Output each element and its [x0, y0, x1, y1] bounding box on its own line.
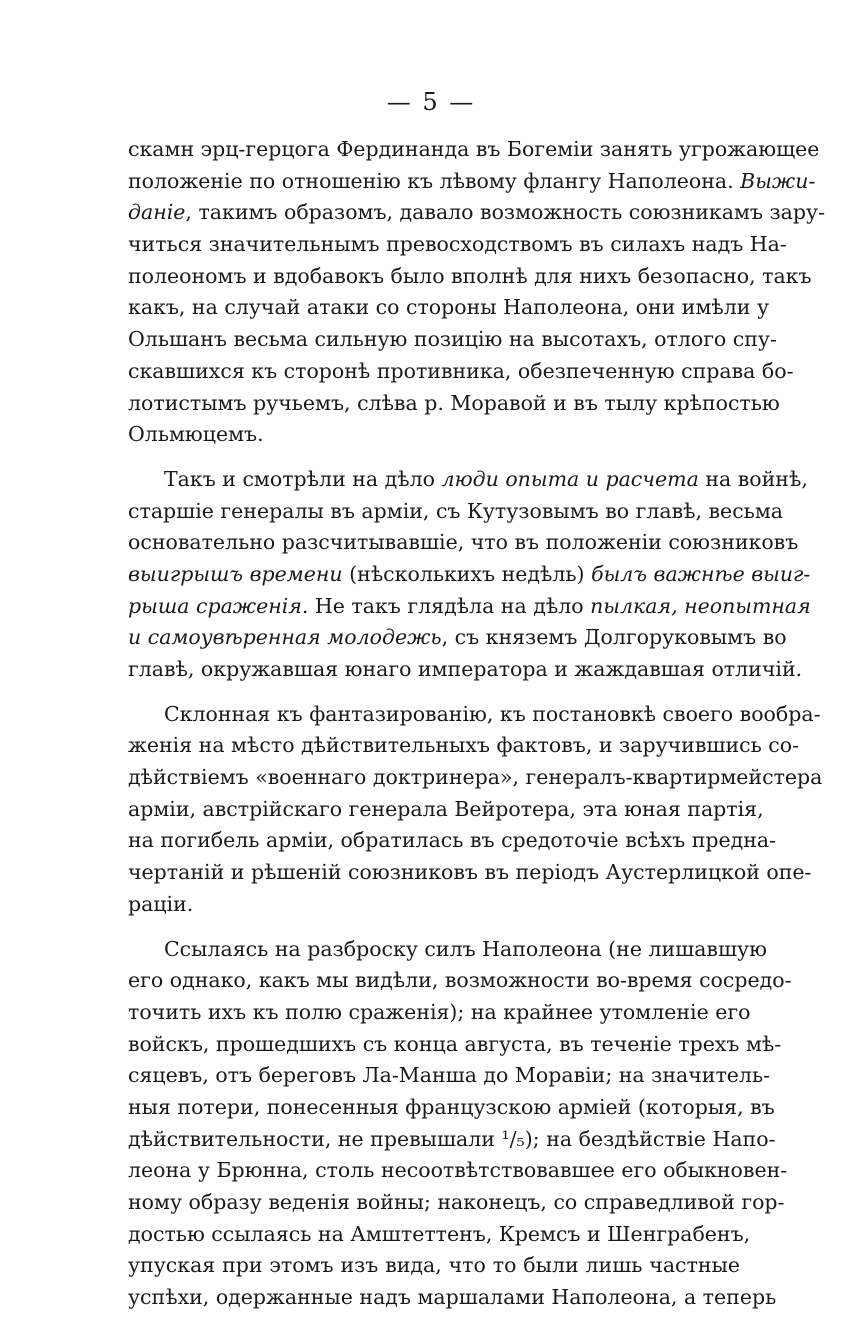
text-run: основательно разсчитывавшіе, что въ положеніи союзниковъ	[128, 530, 799, 555]
text-line	[128, 965, 792, 997]
text-run: старшіе генералы въ арміи, съ Кутузовымъ во главѣ, весьма	[128, 498, 783, 523]
text-run: , съ княземъ Долгоруковымъ во	[441, 625, 787, 650]
text-line	[128, 622, 787, 654]
text-line	[128, 419, 740, 451]
text-line	[128, 292, 770, 324]
text-run: лотистымъ ручьемъ, слѣва р. Моравой и въ тылу крѣпостью	[128, 390, 780, 415]
text-run: , такимъ образомъ, давало возможность союзникамъ зару-	[185, 200, 825, 225]
text-run: дѣйствительности, не превышали ¹/₅); на бездѣйствіе Напо-	[128, 1126, 776, 1151]
text-line	[128, 356, 794, 388]
text-line	[128, 889, 740, 921]
text-line	[128, 1187, 785, 1219]
text-run: войскъ, прошедшихъ съ конца августа, въ теченіе трехъ мѣ-	[128, 1031, 782, 1056]
text-line	[128, 1029, 782, 1061]
page-number: — 5 —	[386, 88, 476, 116]
text-line	[128, 1250, 740, 1282]
text-run: леона у Брюнна, столь несоотвѣтствовавшее его обыкновен-	[128, 1158, 788, 1183]
text-run: арміи, австрійскаго генерала Вейротера, эта юная партія,	[128, 796, 764, 821]
italic-text-run: и самоувѣренная молодежь	[128, 625, 442, 650]
text-run: на войнѣ,	[698, 466, 808, 491]
text-run: Ольшанъ весьма сильную позицію на высотахъ, отлого спу-	[128, 327, 777, 352]
text-line	[128, 388, 780, 420]
text-line	[128, 559, 811, 591]
text-run: успѣхи, одержанные надъ маршалами Наполеона, а теперь	[128, 1285, 777, 1310]
text-run: Ольмюцемъ.	[128, 422, 264, 447]
text-run: Такъ и смотрѣли на дѣло	[164, 466, 442, 491]
text-run: Склонная къ фантазированію, къ постановкѣ своего вообра-	[164, 701, 821, 726]
italic-text-run: рыша сраженія.	[128, 593, 309, 618]
text-run: скавшихся къ сторонѣ противника, обезпеченную справа бо-	[128, 358, 794, 383]
paragraph	[128, 699, 823, 921]
text-run: упуская при этомъ изъ вида, что то были лишь частные	[128, 1253, 740, 1278]
text-line	[128, 1282, 777, 1314]
text-line	[128, 1219, 751, 1251]
paragraph	[128, 934, 792, 1314]
text-line	[128, 527, 799, 559]
text-line	[128, 1092, 775, 1124]
paragraph	[128, 134, 825, 451]
body-text	[128, 134, 825, 1327]
text-line	[128, 1124, 776, 1156]
text-line	[128, 464, 808, 496]
text-line	[128, 762, 823, 794]
text-line	[128, 229, 787, 261]
text-run: какъ, на случай атаки со стороны Наполеона, они имѣли у	[128, 295, 770, 320]
text-run: Ссылаясь на разброску силъ Наполеона (не лишавшую	[164, 936, 767, 961]
text-line	[128, 197, 825, 229]
text-line	[128, 496, 783, 528]
text-run: женія на мѣсто дѣйствительныхъ фактовъ, и заручившись со-	[128, 733, 800, 758]
text-line	[128, 591, 811, 623]
text-line	[128, 857, 812, 889]
italic-text-run: пылкая, неопытная	[590, 593, 811, 618]
italic-text-run: даніе	[128, 200, 186, 225]
text-run: достью ссылаясь на Амштеттенъ, Кремсъ и Шенграбенъ,	[128, 1221, 751, 1246]
text-line	[128, 794, 764, 826]
text-line	[128, 997, 751, 1029]
italic-text-run: выигрышъ времени	[128, 561, 343, 586]
text-run: раціи.	[128, 891, 194, 916]
text-line	[128, 166, 816, 198]
text-line	[128, 1060, 771, 1092]
italic-text-run: люди опыта и расчета	[441, 466, 699, 491]
text-run: Не такъ глядѣла на дѣло	[308, 593, 591, 618]
text-run: (нѣсколькихъ недѣль)	[342, 561, 592, 586]
text-line	[128, 324, 777, 356]
text-run: главѣ, окружавшая юнаго императора и жаждавшая отличій.	[128, 657, 803, 681]
text-run: чертаній и рѣшеній союзниковъ въ періодъ Аустерлицкой опе-	[128, 860, 812, 885]
text-run: на погибель арміи, обратилась въ средоточіе всѣхъ предна-	[128, 828, 777, 853]
text-run: читься значительнымъ превосходствомъ въ силахъ надъ На-	[128, 232, 787, 257]
text-line	[128, 261, 812, 293]
text-run: ному образу веденія войны; наконецъ, со справедливой гор-	[128, 1190, 785, 1214]
text-line	[128, 654, 803, 686]
text-line	[128, 134, 820, 166]
text-run: положеніе по отношенію къ лѣвому флангу Наполеона.	[128, 168, 741, 193]
text-run: полеономъ и вдобавокъ было вполнѣ для нихъ безопасно, такъ	[128, 263, 812, 288]
text-run: точить ихъ къ полю сраженія); на крайнее утомленіе его	[128, 999, 751, 1024]
text-run: дѣйствіемъ «военнаго доктринера», генералъ-квартирмейстера	[128, 765, 823, 790]
text-line	[128, 1155, 788, 1187]
text-line	[128, 825, 777, 857]
italic-text-run: Выжи-	[740, 168, 816, 193]
text-line	[128, 699, 821, 731]
text-run: сяцевъ, отъ береговъ Ла-Манша до Моравіи; на значитель-	[128, 1063, 771, 1088]
paragraph	[128, 464, 811, 686]
text-line	[128, 934, 767, 966]
text-run: ныя потери, понесенныя французскою арміей (которыя, въ	[128, 1094, 775, 1119]
text-run: скамн эрц-герцога Фердинанда въ Богеміи занять угрожающее	[128, 137, 820, 161]
text-line	[128, 730, 800, 762]
text-run: его однако, какъ мы видѣли, возможности во-время сосредо-	[128, 968, 792, 993]
italic-text-run: былъ важнѣе выиг-	[591, 561, 811, 586]
